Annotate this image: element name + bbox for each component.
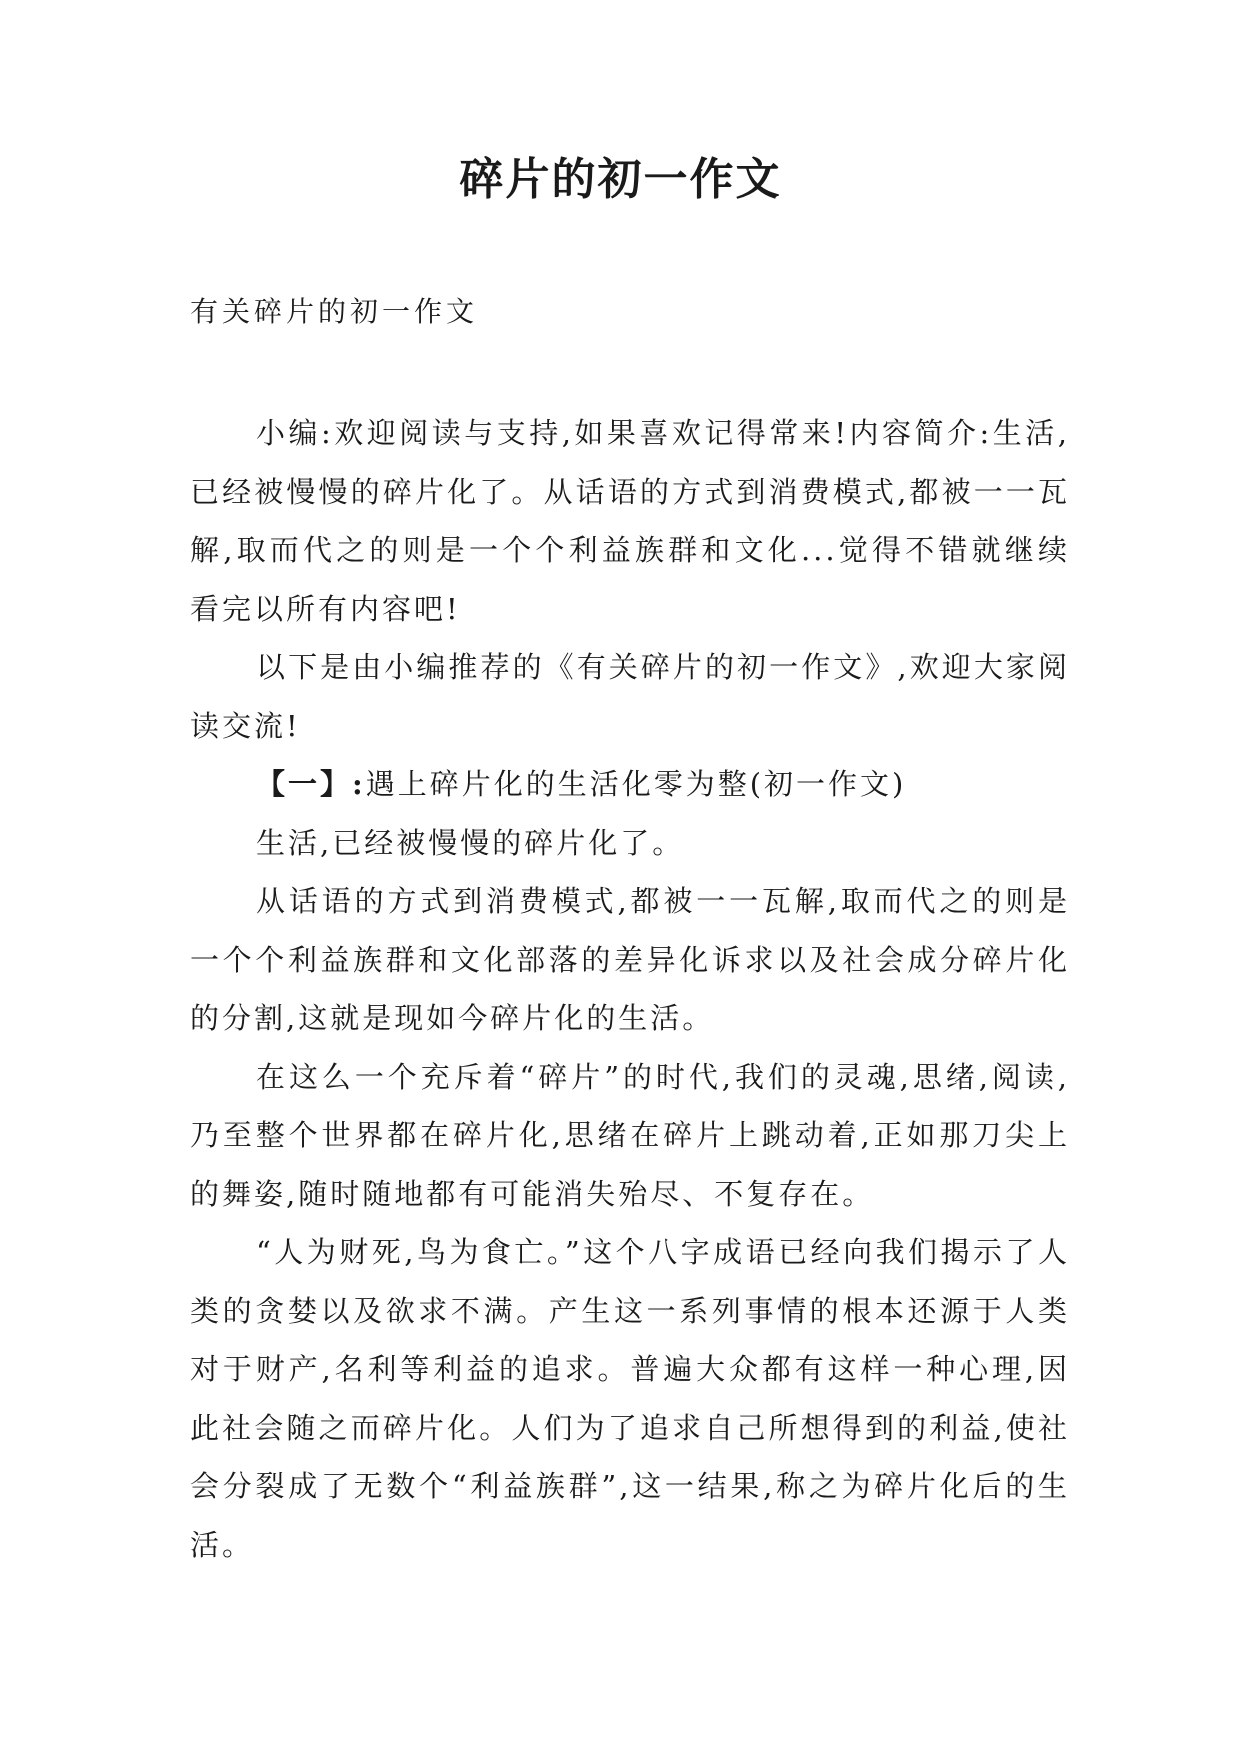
- section-title: 遇上碎片化的生活化零为整(初一作文): [365, 767, 907, 801]
- body-paragraph: 生活,已经被慢慢的碎片化了。: [256, 825, 685, 860]
- document-title: 碎片的初一作文: [459, 154, 782, 205]
- document-body: [190, 404, 1070, 1574]
- section-label: 【一】:: [256, 767, 366, 801]
- body-paragraph: “人为财死,鸟为食亡。”这个八字成语已经向我们揭示了人类的贪婪以及欲求不满。产生这一系列事情的根本还源于人类对于财产,名利等利益的追求。普遍大众都有这样一种心理,因此社会随之而碎片化。人们为了追求自己所想得到的利益,使社会分裂成了无数个“利益族群”,这一结果,称之为碎片化后的生活。: [190, 1235, 1070, 1562]
- document-subtitle: 有关碎片的初一作文: [190, 295, 479, 328]
- body-paragraph: 从话语的方式到消费模式,都被一一瓦解,取而代之的则是一个个利益族群和文化部落的差异化诉求以及社会成分碎片化的分割,这就是现如今碎片化的生活。: [190, 884, 1070, 1035]
- recommendation-paragraph: 以下是由小编推荐的《有关碎片的初一作文》,欢迎大家阅读交流!: [190, 650, 1070, 743]
- body-paragraph: 在这么一个充斥着“碎片”的时代,我们的灵魂,思绪,阅读,乃至整个世界都在碎片化,思绪在碎片上跳动着,正如那刀尖上的舞姿,随时随地都有可能消失殆尽、不复存在。: [190, 1059, 1070, 1211]
- intro-paragraph: 小编:欢迎阅读与支持,如果喜欢记得常来!内容简介:生活,已经被慢慢的碎片化了。从话语的方式到消费模式,都被一一瓦解,取而代之的则是一个个利益族群和文化...觉得不错就继续看完以所有内容吧!: [190, 416, 1070, 626]
- section-heading: [190, 755, 1070, 814]
